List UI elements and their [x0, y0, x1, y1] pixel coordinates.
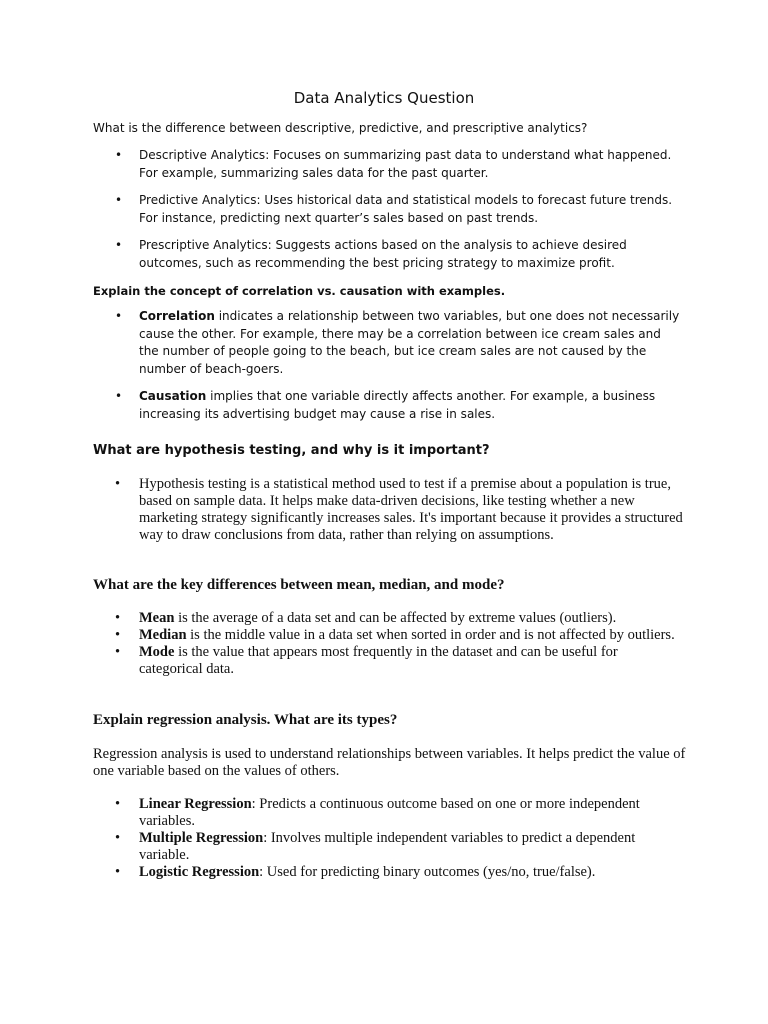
question-5: Explain regression analysis. What are its types?	[93, 712, 398, 728]
term-correlation: Correlation	[139, 309, 215, 323]
q5-answer-list	[93, 796, 683, 881]
bullet-icon: •	[115, 389, 123, 403]
list-item: • Linear Regression: Predicts a continuous outcome based on one or more independent variables.	[115, 796, 640, 829]
bullet-icon: •	[115, 193, 123, 207]
list-item: • Mean is the average of a data set and can be affected by extreme values (outliers).	[115, 610, 617, 626]
list-item: • Median is the middle value in a data set when sorted in order and is not affected by outliers.	[115, 627, 675, 643]
bullet-icon: •	[115, 627, 121, 643]
bullet-icon: •	[115, 309, 123, 323]
bullet-icon: •	[115, 610, 121, 626]
list-item: • Predictive Analytics: Uses historical data and statistical models to forecast future trends. For instance, predicting next quarter’s sales based on past trends.	[115, 193, 673, 225]
bullet-icon: •	[115, 476, 121, 492]
question-1: What is the difference between descriptive, predictive, and prescriptive analytics?	[93, 121, 588, 135]
q2-answer-list	[93, 308, 683, 433]
term-linear-regression: Linear Regression	[139, 796, 252, 812]
page-title: Data Analytics Question	[293, 89, 475, 107]
list-item: • Correlation indicates a relationship between two variables, but one does not necessarily cause the other. For example, there may be a correlation between ice cream sales and the number of people going to the beach, but ice cream sales are not caused by the number of beach-goers.	[115, 309, 680, 376]
bullet-icon: •	[115, 830, 121, 846]
term-causation: Causation	[139, 389, 207, 403]
list-item: • Multiple Regression: Involves multiple independent variables to predict a dependent variable.	[115, 830, 636, 863]
list-item: • Causation implies that one variable directly affects another. For example, a business increasing its advertising budget may cause a rise in sales.	[115, 389, 656, 421]
term-logistic-regression: Logistic Regression	[139, 864, 260, 880]
list-item: • Prescriptive Analytics: Suggests actions based on the analysis to achieve desired outcomes, such as recommending the best pricing strategy to maximize profit.	[115, 238, 627, 270]
question-3: What are hypothesis testing, and why is it important?	[93, 443, 490, 458]
bullet-icon: •	[115, 864, 121, 880]
term-multiple-regression: Multiple Regression	[139, 830, 264, 846]
list-item: • Descriptive Analytics: Focuses on summarizing past data to understand what happened. For example, summarizing sales data for the past quarter.	[115, 148, 672, 180]
q1-answer-list	[93, 147, 683, 282]
list-item: • Hypothesis testing is a statistical method used to test if a premise about a population is true, based on sample data. It helps make data-driven decisions, like testing whether a new marketing strategy significantly increases sales. It's important because it provides a structured way to draw conclusions from data, rather than relying on assumptions.	[115, 476, 683, 543]
term-median: Median	[139, 627, 187, 643]
question-4: What are the key differences between mean, median, and mode?	[93, 577, 505, 593]
list-item: • Mode is the value that appears most frequently in the dataset and can be useful for categorical data.	[115, 644, 618, 677]
bullet-icon: •	[115, 644, 121, 660]
bullet-icon: •	[115, 148, 123, 162]
q3-answer-list	[93, 476, 683, 544]
regression-intro: Regression analysis is used to understand relationships between variables. It helps predict the value of one variable based on the values of others.	[93, 746, 686, 779]
term-mode: Mode	[139, 644, 175, 660]
question-2: Explain the concept of correlation vs. causation with examples.	[93, 284, 506, 298]
list-item: • Logistic Regression: Used for predicting binary outcomes (yes/no, true/false).	[115, 864, 596, 880]
q4-answer-list	[93, 610, 683, 678]
bullet-icon: •	[115, 238, 123, 252]
term-mean: Mean	[139, 610, 175, 626]
bullet-icon: •	[115, 796, 121, 812]
